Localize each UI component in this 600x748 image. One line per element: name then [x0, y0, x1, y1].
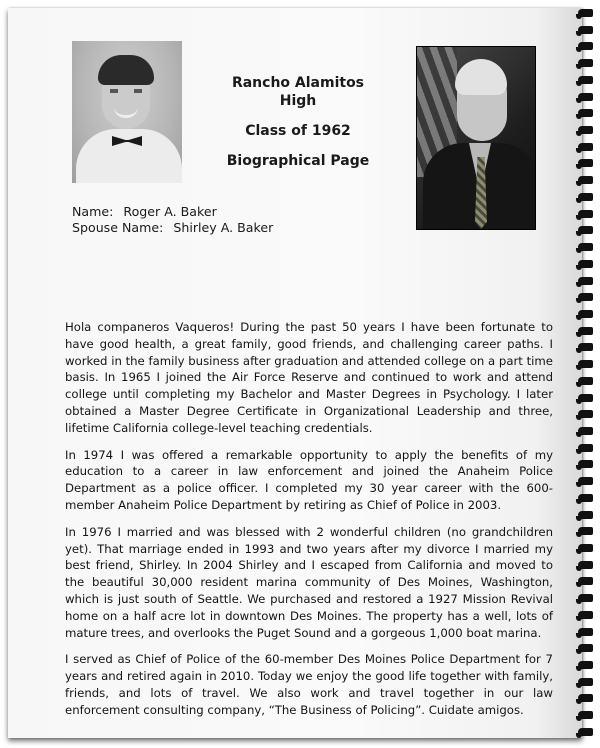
spiral-coil: [576, 443, 594, 454]
spiral-coil: [576, 225, 594, 236]
spiral-coil: [576, 25, 594, 36]
bio-paragraph: Hola companeros Vaqueros! During the past 50 years I have been fortunate to have good health, a great family, good friends, and challenging career paths. I worked in the family business after graduation and attended college on a part time basis. In 1965 I joined the Air Force Reserve and continued to work and attend college until completing my Bachelor and Master Degrees in Psychology. I later obtained a Master Degree Certificate in Organizational Leadership and three, lifetime California college-level teaching credentials.: [65, 320, 553, 435]
spiral-coil: [576, 376, 594, 387]
spiral-binding: [576, 8, 598, 738]
spiral-coil: [576, 158, 594, 169]
spiral-coil: [576, 409, 594, 420]
spiral-coil: [576, 526, 594, 537]
spiral-coil: [576, 125, 594, 136]
spiral-coil: [576, 643, 594, 654]
yearbook-photo: [72, 41, 182, 183]
spiral-coil: [576, 192, 594, 203]
spiral-coil: [576, 543, 594, 554]
photo-hair: [455, 59, 507, 95]
bio-paragraph: In 1976 I married and was blessed with 2 wonderful children (no grandchildren yet). That marriage ended in 1993 and two years after my divorce I married my best friend, Shirley. In 2004 Shirley and I escaped from California and moved to the beautiful 30,000 resident marina community of Des Moines, Washington, which is just south of Seattle. We purchased and restored a 1927 Mission Revival home on a half acre lot in downtown Des Moines. The property has a well, lots of mature trees, and overlooks the Puget Sound and a gorgeous 1,000 boat marina.: [65, 524, 553, 640]
spiral-coil: [576, 476, 594, 487]
class-year: Class of 1962: [245, 123, 351, 139]
photo-jacket: [76, 129, 182, 183]
spiral-coil: [576, 259, 594, 270]
page-title: [198, 74, 398, 170]
bio-paragraph: In 1974 I was offered a remarkable opportunity to apply the benefits of my education to a career in law enforcement and joined the Anaheim Police Department as a police officer. I completed my 30 year career with the 600-member Anaheim Police Department by retiring as Chief of Police in 2003.: [65, 447, 553, 512]
spiral-coil: [576, 593, 594, 604]
biography-text: [65, 319, 553, 729]
spiral-coil: [576, 359, 594, 370]
bio-paragraph: I served as Chief of Police of the 60-member Des Moines Police Department for 7 years and retired again in 2010. Today we enjoy the good life together with family, friends, and lots of travel. We also work and travel together in our law enforcement consulting company, “The Business of Policing”. Cuidate amigos.: [65, 652, 553, 717]
spiral-coil: [576, 610, 594, 621]
spiral-coil: [576, 560, 594, 571]
current-photo: [416, 46, 536, 230]
spiral-coil: [576, 677, 594, 688]
spiral-coil: [576, 426, 594, 437]
spiral-coil: [576, 393, 594, 404]
spiral-coil: [576, 242, 594, 253]
spouse-row: [72, 220, 273, 236]
spiral-coil: [576, 727, 594, 738]
photo-hair: [98, 55, 154, 85]
spiral-coil: [576, 510, 594, 521]
spiral-coil: [576, 276, 594, 287]
page-type: Biographical Page: [226, 153, 370, 169]
person-info: [72, 204, 273, 236]
spiral-coil: [576, 342, 594, 353]
spiral-coil: [576, 309, 594, 320]
name-label: Name:: [72, 204, 114, 219]
spiral-coil: [576, 693, 594, 704]
school-suffix: High: [279, 93, 317, 109]
name-row: [72, 204, 273, 220]
spiral-coil: [576, 58, 594, 69]
spiral-coil: [576, 142, 594, 153]
spiral-coil: [576, 292, 594, 303]
spiral-coil: [576, 75, 594, 86]
spiral-coil: [576, 175, 594, 186]
document-page: [8, 8, 582, 738]
spouse-label: Spouse Name:: [72, 220, 164, 235]
spiral-coil: [576, 660, 594, 671]
name-value: Roger A. Baker: [123, 204, 217, 219]
spiral-coil: [576, 710, 594, 721]
spiral-coil: [576, 209, 594, 220]
photo-eyes: [110, 89, 142, 93]
spiral-coil: [576, 108, 594, 119]
spiral-coil: [576, 8, 594, 19]
spouse-value: Shirley A. Baker: [173, 220, 274, 235]
spiral-coil: [576, 576, 594, 587]
school-name: Rancho Alamitos: [231, 75, 365, 91]
spiral-coil: [576, 459, 594, 470]
spiral-coil: [576, 627, 594, 638]
spiral-coil: [576, 92, 594, 103]
spiral-coil: [576, 493, 594, 504]
spiral-coil: [576, 326, 594, 337]
spiral-coil: [576, 41, 594, 52]
